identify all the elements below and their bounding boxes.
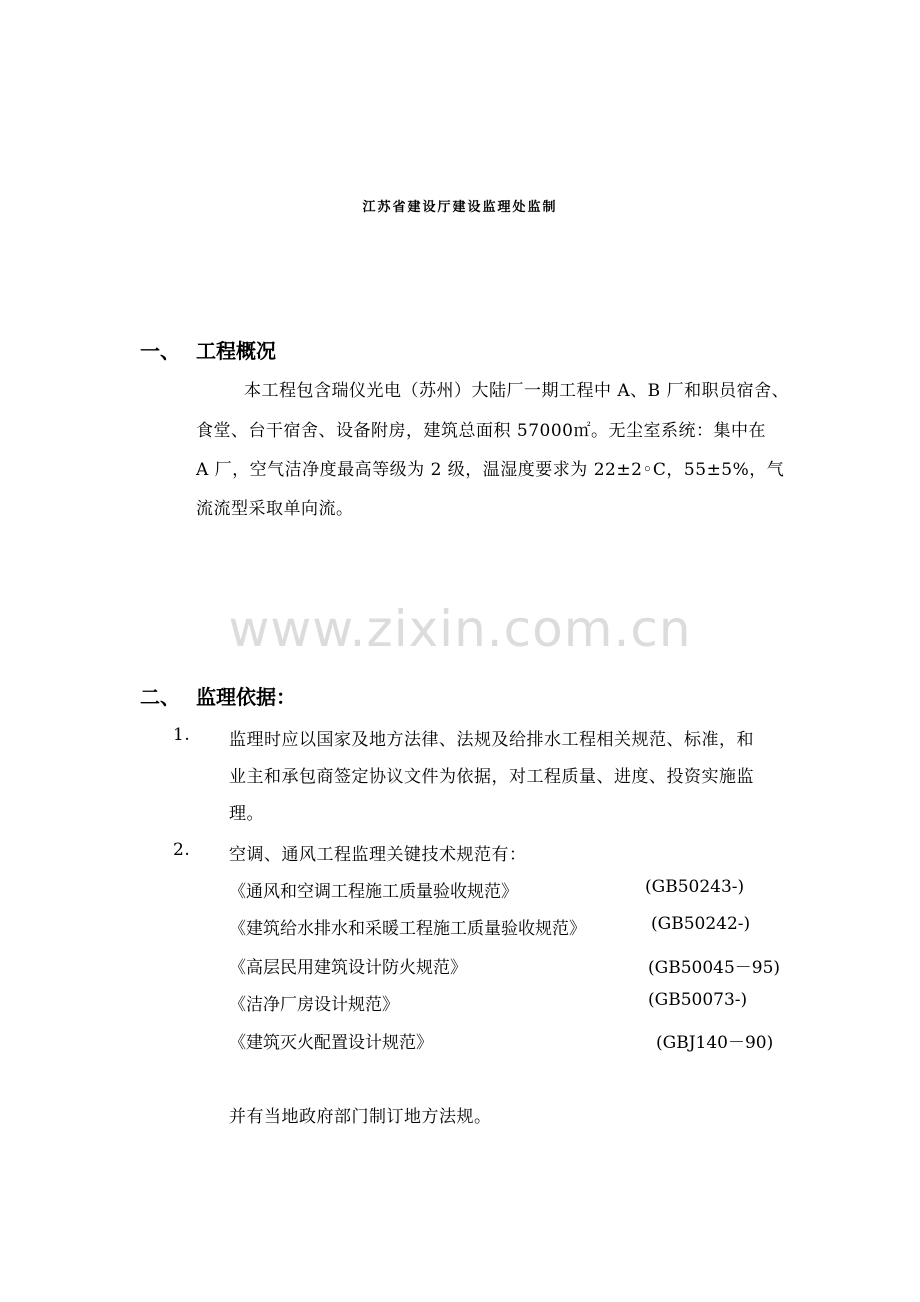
standard-title: 《建筑灭火配置设计规范》 — [229, 1033, 433, 1053]
section-1-number: 一、 — [140, 339, 180, 363]
item-1-number: 1. — [173, 725, 191, 745]
standard-code: (GB50242-) — [651, 914, 751, 934]
section-2-title: 监理依据： — [196, 685, 296, 709]
section-1-title: 工程概况 — [196, 339, 276, 363]
watermark: www.zixin.com.cn — [228, 600, 692, 658]
standard-title: 《通风和空调工程施工质量验收规范》 — [229, 882, 518, 902]
section-2-number: 二、 — [140, 685, 180, 709]
document-header: 江苏省建设厅建设监理处监制 — [362, 200, 558, 215]
standard-code: (GB50243-) — [645, 877, 745, 897]
section-1-line-3: A 厂，空气洁净度最高等级为 2 级，温湿度要求为 22±2◦C，55±5%，气 — [196, 460, 785, 480]
section-1-line-2: 食堂、台干宿舍、设备附房，建筑总面积 57000㎡。无尘室系统：集中在 — [196, 421, 766, 441]
item-1-line-1: 监理时应以国家及地方法律、法规及给排水工程相关规范、标准，和 — [229, 730, 754, 750]
item-1-line-2: 业主和承包商签定协议文件为依据，对工程质量、进度、投资实施监 — [229, 767, 754, 787]
item-2-number: 2. — [173, 840, 191, 860]
standard-code: (GBJ140－90) — [656, 1033, 774, 1053]
item-1-line-3: 理。 — [229, 804, 264, 824]
standard-code: (GB50073-) — [648, 990, 748, 1010]
standard-title: 《洁净厂房设计规范》 — [229, 995, 399, 1015]
section-1-line-4: 流流型采取单向流。 — [196, 499, 354, 519]
section-1-line-1: 本工程包含瑞仪光电（苏州）大陆厂一期工程中 A、B 厂和职员宿舍、 — [244, 381, 790, 401]
standard-code: (GB50045－95) — [648, 958, 781, 978]
closing-line: 并有当地政府部门制订地方法规。 — [229, 1107, 492, 1127]
standard-title: 《建筑给水排水和采暖工程施工质量验收规范》 — [229, 919, 586, 939]
standard-title: 《高层民用建筑设计防火规范》 — [229, 958, 467, 978]
item-2-intro: 空调、通风工程监理关键技术规范有： — [229, 845, 527, 865]
